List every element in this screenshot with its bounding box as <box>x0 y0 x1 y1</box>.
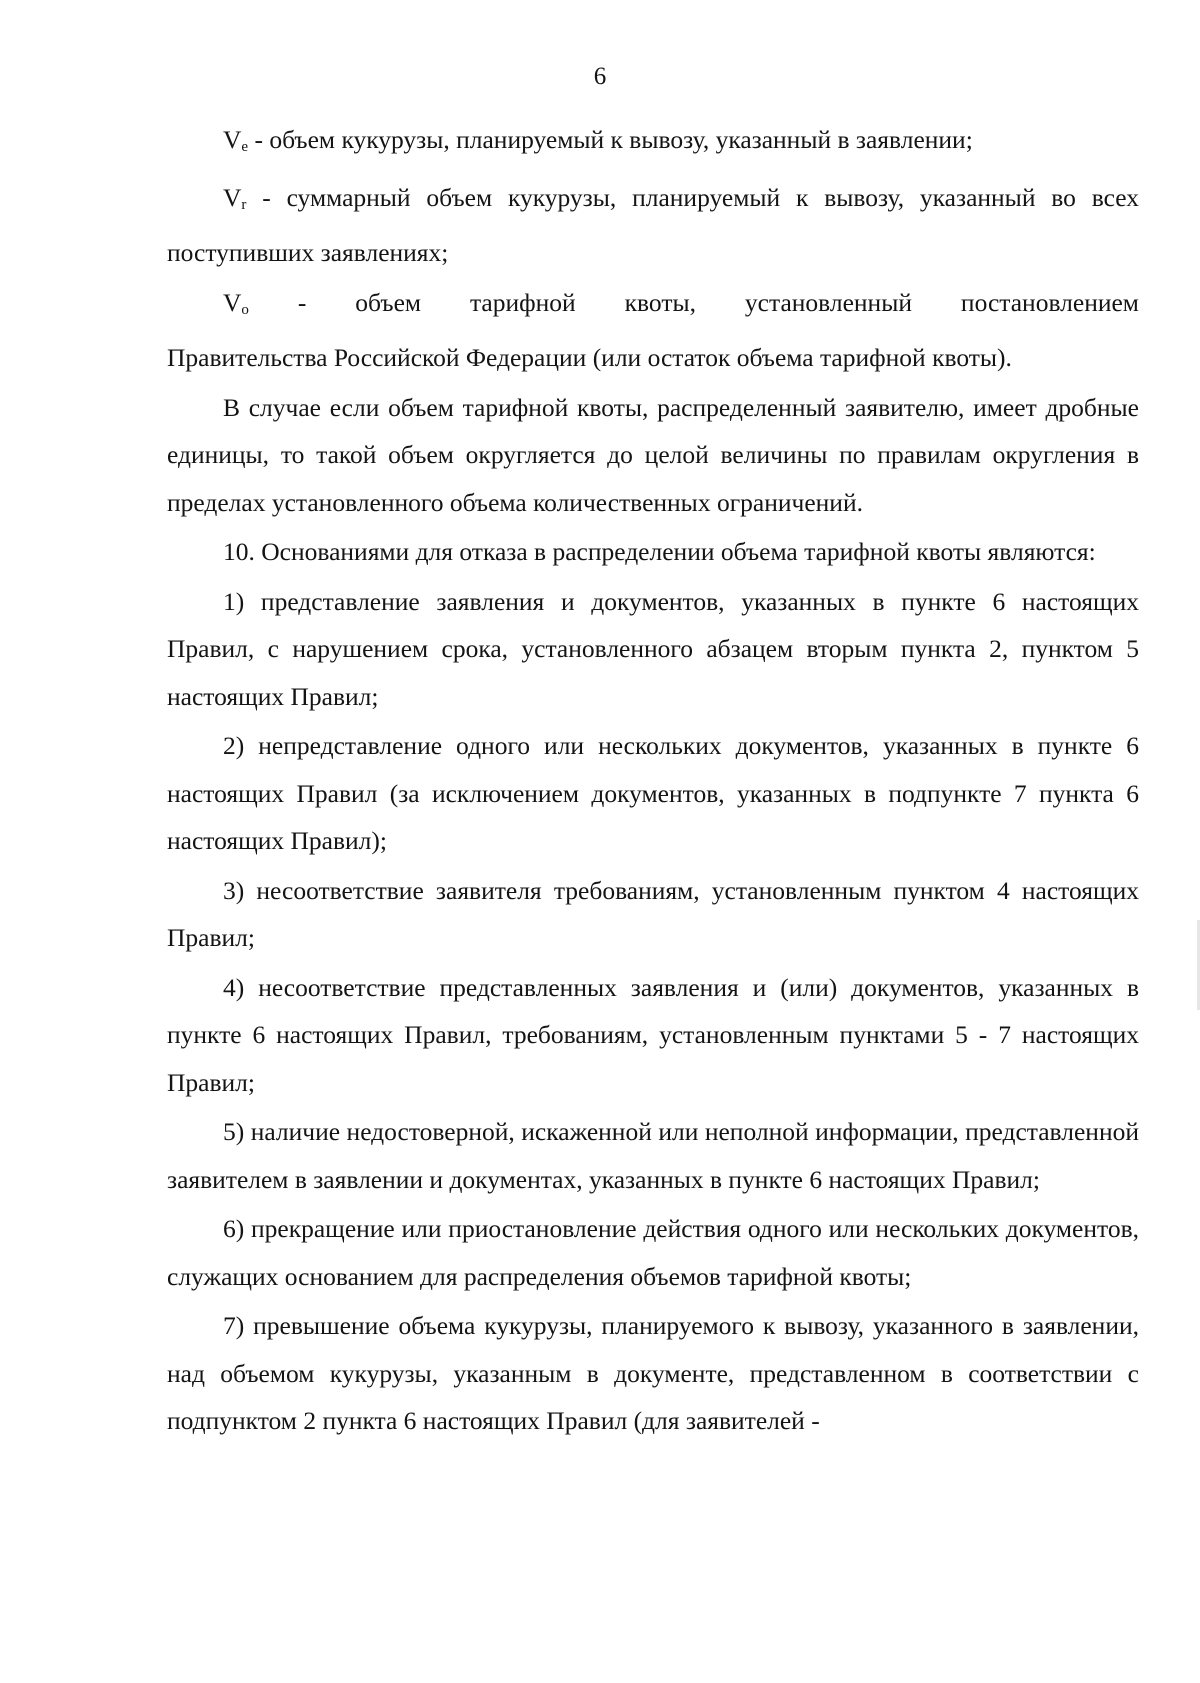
definition-vo-word: постановлением <box>960 287 1139 317</box>
variable-vr-symbol <box>223 183 246 212</box>
variable-ve-subscript: e <box>241 139 249 155</box>
definition-ve-text: - объем кукурузы, планируемый к вывозу, указанный в заявлении; <box>248 125 973 154</box>
list-item-1: 1) представление заявления и документов, указанных в пункте 6 настоящих Правил, с нарушением срока, установленного абзацем вторым пункта 2, пунктом 5 настоящих Правил; <box>167 586 1139 711</box>
variable-vo-subscript: o <box>241 301 249 318</box>
variable-ve-letter: V <box>223 125 242 154</box>
definition-vo-word: установленный <box>744 287 912 317</box>
definition-vo <box>167 277 1139 335</box>
variable-vo-symbol <box>223 279 249 335</box>
paragraph-rounding: В случае если объем тарифной квоты, распределенный заявителю, имеет дробные единицы, то такой объем округляется до целой величины по правилам округления в пределах установленного объема количественных ограничений. <box>167 392 1139 517</box>
definition-vo-word: - <box>297 287 307 317</box>
definition-ve <box>167 114 1139 172</box>
variable-vr-letter: V <box>223 182 242 212</box>
variable-vo-letter: V <box>223 287 242 317</box>
list-item-5: 5) наличие недостоверной, искаженной или неполной информации, представленной заявителем в заявлении и документах, указанных в пункте 6 настоящих Правил; <box>167 1117 1139 1194</box>
definition-vo-continuation: Правительства Российской Федерации (или остаток объема тарифной квоты). <box>167 343 1012 372</box>
definition-vo-word: тарифной <box>469 287 576 317</box>
definition-vo-word: квоты, <box>624 287 696 317</box>
definition-vr <box>167 172 1139 277</box>
paragraph-10-heading: 10. Основаниями для отказа в распределении объема тарифной квоты являются: <box>223 537 1096 566</box>
document-body <box>167 114 1139 1445</box>
list-item-7: 7) превышение объема кукурузы, планируемого к вывозу, указанного в заявлении, над объемом кукурузы, указанным в документе, представленном в соответствии с подпунктом 2 пункта 6 настоящих Правил (для заявителей - <box>167 1311 1139 1435</box>
variable-ve-symbol <box>223 125 248 154</box>
list-item-2: 2) непредставление одного или нескольких документов, указанных в пункте 6 настоящих Правил (за исключением документов, указанных в подпункте 7 пункта 6 настоящих Правил); <box>167 731 1139 855</box>
page-number: 6 <box>593 63 607 90</box>
definition-vo-word: объем <box>355 287 422 317</box>
definition-vr-text: - суммарный объем кукурузы, планируемый к вывозу, указанный во всех поступивших заявлениях; <box>167 182 1139 267</box>
variable-vr-subscript: r <box>241 196 247 213</box>
list-item-6: 6) прекращение или приостановление действия одного или нескольких документов, служащих основанием для распределения объемов тарифной квоты; <box>167 1214 1139 1291</box>
list-item-3: 3) несоответствие заявителя требованиям, установленным пунктом 4 настоящих Правил; <box>167 875 1139 952</box>
list-item-4: 4) несоответствие представленных заявления и (или) документов, указанных в пункте 6 настоящих Правил, требованиям, установленным пунктами 5 - 7 настоящих Правил; <box>167 972 1139 1097</box>
